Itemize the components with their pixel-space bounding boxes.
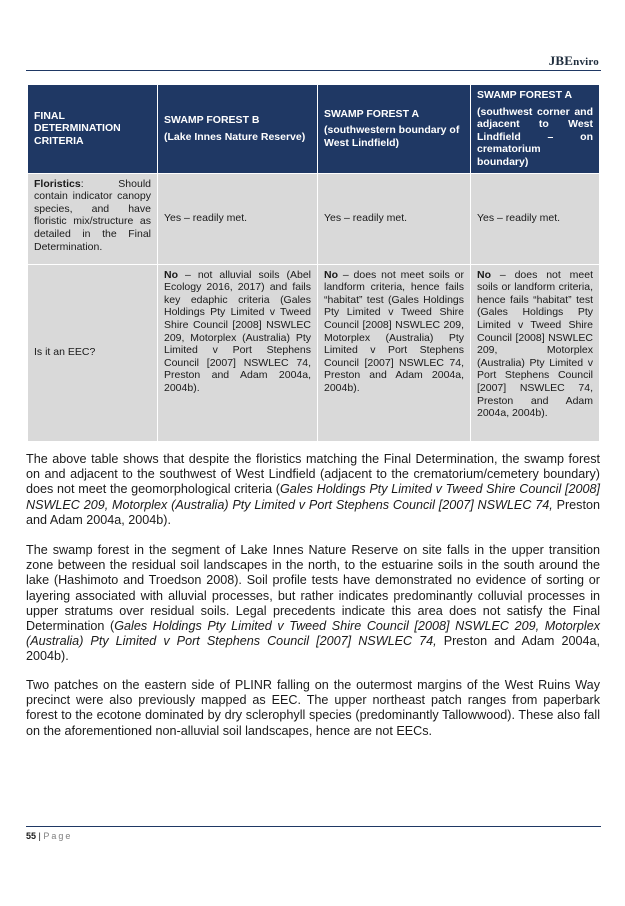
cell-swamp-a2-eec: No – does not meet soils or landform criteria, hence fails “habitat” test (Gales Holdings Pty Limited v Tweed Shire Council [2008] NSWLEC 209, Motorplex (Australia) Pty Limited v Port Stephens Council [2007] NSWLEC 74, Preston and Adam 2004a, 2004b). (471, 264, 600, 441)
cell-swamp-a2-floristics: Yes – readily met. (471, 173, 600, 264)
page-label: Page (43, 831, 73, 841)
header-swamp-forest-a-southwest-corner: SWAMP FOREST A (southwest corner and adjacent to West Lindfield – on crematorium boundary) (471, 85, 600, 174)
header-divider (26, 70, 601, 71)
header-criteria: FINAL DETERMINATION CRITERIA (28, 85, 158, 174)
cell-swamp-b-eec: No – not alluvial soils (Abel Ecology 2016, 2017) and fails key edaphic criteria (Gales Holdings Pty Limited v Tweed Shire Council [2008] NSWLEC 209, Motorplex (Australia) Pty Limited v Port Stephens Council [2007] NSWLEC 74, Preston and Adam 2004a, 2004b). (158, 264, 318, 441)
criteria-cell-eec: Is it an EEC? (28, 264, 158, 441)
page-footer: 55 | Page (26, 831, 73, 841)
table-header-row (28, 85, 600, 174)
paragraph-plinr-patches: Two patches on the eastern side of PLINR falling on the outermost margins of the West Ruins Way precinct were also previously mapped as EEC. The upper northeast patch ranges from paperbark forest to the ecotone dominated by dry sclerophyll species (predominantly Tallowwood). These also fall on the aforementioned non-alluvial soil landscapes, hence are not EECs. (26, 678, 600, 738)
header-swamp-forest-b: SWAMP FOREST B (Lake Innes Nature Reserve) (158, 85, 318, 174)
criteria-cell-floristics: Floristics: Should contain indicator canopy species, and have floristic mix/structure as detailed in the Final Determination. (28, 173, 158, 264)
brand-logo: JBEnviro (548, 53, 599, 68)
footer-divider (26, 826, 601, 827)
page-number: 55 (26, 831, 37, 841)
cell-swamp-b-floristics: Yes – readily met. (158, 173, 318, 264)
header-swamp-forest-a-southwestern: SWAMP FOREST A (southwestern boundary of West Lindfield) (318, 85, 471, 174)
paragraph-table-summary: The above table shows that despite the floristics matching the Final Determination, the swamp forest on and adjacent to the southwest of West Lindfield (adjacent to the crematorium/cemetery boundary) does not meet the geomorphological criteria (Gales Holdings Pty Limited v Tweed Shire Council [2008] NSWLEC 209, Motorplex (Australia) Pty Limited v Port Stephens Council [2007] NSWLEC 74, Preston and Adam 2004a, 2004b). (26, 452, 601, 527)
table-row (28, 173, 600, 264)
paragraph-lake-innes: The swamp forest in the segment of Lake Innes Nature Reserve on site falls in the upper transition zone between the residual soil landscapes in the north, to the estuarine soils in the south around the lake (Hashimoto and Troedson 2008). Soil profile tests have demonstrated no evidence of sorting or layering associated with alluvial processes, but rather indicates predominantly colluvial processes in upper stratums over residual soils. Legal precedents indicate this area does not satisfy the Final Determination (Gales Holdings Pty Limited v Tweed Shire Council [2008] NSWLEC 209, Motorplex (Australia) Pty Limited v Port Stephens Council [2007] NSWLEC 74, Preston and Adam 2004a, 2004b). (26, 543, 600, 664)
table-row (28, 264, 600, 441)
cell-swamp-a1-eec: No – does not meet soils or landform criteria, hence fails “habitat” test (Gales Holdings Pty Limited v Tweed Shire Council [2008] NSWLEC 209, Motorplex (Australia) Pty Limited v Port Stephens Council [2007] NSWLEC 74, Preston and Adam 2004a, 2004b). (318, 264, 471, 441)
cell-swamp-a1-floristics: Yes – readily met. (318, 173, 471, 264)
criteria-table (27, 84, 600, 442)
